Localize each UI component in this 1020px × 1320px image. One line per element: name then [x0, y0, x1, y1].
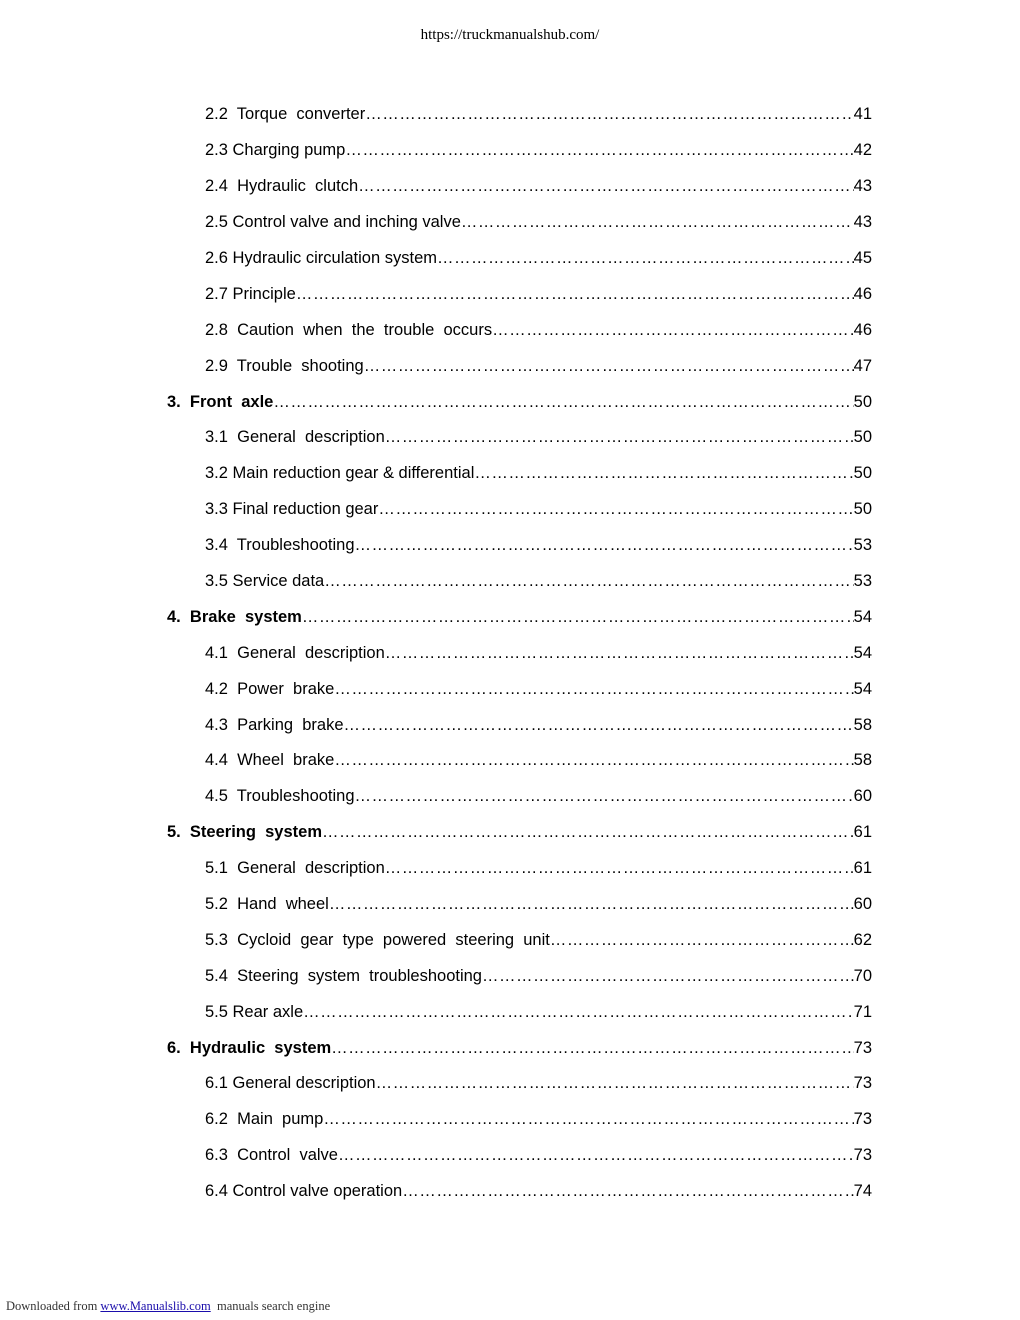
toc-subsection-entry[interactable] — [0, 169, 872, 205]
toc-subsection-entry[interactable] — [0, 564, 872, 600]
toc-section-entry[interactable] — [0, 384, 872, 420]
toc-dot-leader — [474, 464, 853, 483]
toc-subsection-entry[interactable] — [0, 97, 872, 133]
toc-entry-title: 3.3 Final reduction gear — [205, 500, 379, 519]
toc-dot-leader — [385, 644, 854, 663]
toc-subsection-entry[interactable] — [0, 348, 872, 384]
toc-dot-leader — [492, 321, 854, 340]
toc-entry-title: 2.7 Principle — [205, 284, 296, 303]
toc-page-number: 54 — [853, 643, 872, 662]
toc-subsection-entry[interactable] — [0, 205, 872, 241]
toc-page-number: 53 — [853, 572, 872, 591]
toc-subsection-entry[interactable] — [0, 994, 872, 1030]
toc-dot-leader — [358, 177, 853, 196]
toc-subsection-entry[interactable] — [0, 241, 872, 277]
toc-page-number: 73 — [853, 1074, 872, 1093]
toc-entry-title: 6.1 General description — [205, 1074, 376, 1093]
toc-entry-title: 4.2 Power brake — [205, 679, 335, 698]
toc-dot-leader — [296, 285, 854, 304]
toc-entry-title: 3. Front axle — [167, 392, 274, 411]
toc-dot-leader — [437, 249, 854, 268]
toc-entry-title: 2.9 Trouble shooting — [205, 356, 364, 375]
toc-dot-leader — [322, 823, 854, 842]
toc-subsection-entry[interactable] — [0, 851, 872, 887]
toc-subsection-entry[interactable] — [0, 1066, 872, 1102]
toc-entry-title: 5. Steering system — [167, 823, 322, 842]
toc-entry-title: 6.2 Main pump — [205, 1110, 324, 1129]
toc-dot-leader — [385, 859, 854, 878]
toc-entry-title: 5.2 Hand wheel — [205, 895, 329, 914]
toc-entry-title: 5.3 Cycloid gear type powered steering unit — [205, 930, 550, 949]
footer — [6, 1299, 330, 1314]
toc-dot-leader — [355, 787, 854, 806]
footer-prefix: Downloaded from — [6, 1299, 101, 1313]
toc-page-number: 47 — [853, 356, 872, 375]
toc-dot-leader — [324, 572, 853, 591]
toc-entry-title: 3.4 Troubleshooting — [205, 536, 355, 555]
toc-subsection-entry[interactable] — [0, 779, 872, 815]
toc-entry-title: 6.4 Control valve operation — [205, 1182, 403, 1201]
toc-subsection-entry[interactable] — [0, 133, 872, 169]
toc-entry-title: 4.3 Parking brake — [205, 715, 344, 734]
toc-dot-leader — [323, 1110, 853, 1129]
toc-dot-leader — [402, 1182, 853, 1201]
toc-page-number: 50 — [853, 428, 872, 447]
toc-page-number: 73 — [853, 1146, 872, 1165]
toc-dot-leader — [550, 931, 854, 950]
toc-entry-title: 4.5 Troubleshooting — [205, 787, 355, 806]
toc-subsection-entry[interactable] — [0, 887, 872, 923]
toc-page-number: 43 — [853, 213, 872, 232]
header-url: https://truckmanualshub.com/ — [420, 27, 600, 43]
toc-subsection-entry[interactable] — [0, 1102, 872, 1138]
toc-page-number: 46 — [853, 284, 872, 303]
toc-dot-leader — [385, 428, 854, 447]
toc-dot-leader — [273, 393, 853, 412]
toc-entry-title: 4. Brake system — [167, 607, 302, 626]
toc-entry-title: 2.2 Torque converter — [205, 105, 366, 124]
toc-entry-title: 2.3 Charging pump — [205, 141, 346, 160]
toc-section-entry[interactable] — [0, 815, 872, 851]
toc-dot-leader — [338, 1146, 854, 1165]
toc-dot-leader — [344, 716, 854, 735]
toc-dot-leader — [355, 536, 854, 555]
toc-page-number: 60 — [853, 895, 872, 914]
toc-page-number: 53 — [853, 536, 872, 555]
toc-entry-title: 4.4 Wheel brake — [205, 751, 335, 770]
toc-entry-title: 2.8 Caution when the trouble occurs — [205, 320, 493, 339]
toc-page-number: 41 — [853, 105, 872, 124]
toc-entry-title: 3.2 Main reduction gear & differential — [205, 464, 475, 483]
toc-dot-leader — [334, 751, 853, 770]
footer-suffix: manuals search engine — [210, 1299, 331, 1313]
toc-entry-title: 3.5 Service data — [205, 572, 325, 591]
toc-subsection-entry[interactable] — [0, 1138, 872, 1174]
toc-subsection-entry[interactable] — [0, 635, 872, 671]
toc-dot-leader — [329, 895, 854, 914]
toc-entry-title: 3.1 General description — [205, 428, 385, 447]
toc-subsection-entry[interactable] — [0, 312, 872, 348]
table-of-contents — [0, 97, 1020, 1210]
toc-page-number: 58 — [853, 715, 872, 734]
toc-page-number: 54 — [853, 679, 872, 698]
toc-page-number: 61 — [853, 823, 872, 842]
toc-page-number: 73 — [853, 1038, 872, 1057]
toc-subsection-entry[interactable] — [0, 528, 872, 564]
toc-page-number: 54 — [853, 607, 872, 626]
toc-dot-leader — [331, 1039, 853, 1058]
toc-subsection-entry[interactable] — [0, 1174, 872, 1210]
toc-subsection-entry[interactable] — [0, 958, 872, 994]
toc-page-number: 50 — [853, 500, 872, 519]
toc-subsection-entry[interactable] — [0, 707, 872, 743]
toc-entry-title: 6. Hydraulic system — [167, 1038, 332, 1057]
toc-page-number: 46 — [853, 320, 872, 339]
toc-dot-leader — [461, 213, 854, 232]
toc-entry-title: 5.1 General description — [205, 859, 385, 878]
toc-entry-title: 4.1 General description — [205, 643, 385, 662]
toc-subsection-entry[interactable] — [0, 276, 872, 312]
toc-page-number: 61 — [853, 859, 872, 878]
toc-page-number: 71 — [853, 1002, 872, 1021]
toc-dot-leader — [364, 357, 854, 376]
toc-section-entry[interactable] — [0, 599, 872, 635]
toc-page-number: 73 — [853, 1110, 872, 1129]
toc-dot-leader — [345, 141, 853, 160]
toc-page-number: 60 — [853, 787, 872, 806]
toc-entry-title: 2.6 Hydraulic circulation system — [205, 249, 437, 267]
toc-subsection-entry[interactable] — [0, 671, 872, 707]
toc-section-entry[interactable] — [0, 1030, 872, 1066]
toc-entry-title: 5.4 Steering system troubleshooting — [205, 966, 482, 985]
toc-entry-title: 6.3 Control valve — [205, 1146, 338, 1165]
toc-dot-leader — [376, 1074, 854, 1093]
toc-dot-leader — [302, 608, 854, 627]
toc-page-number: 62 — [853, 930, 872, 949]
toc-entry-title: 2.5 Control valve and inching valve — [205, 213, 461, 232]
toc-subsection-entry[interactable] — [0, 456, 872, 492]
toc-dot-leader — [482, 967, 854, 986]
toc-dot-leader — [365, 105, 853, 124]
toc-page-number: 74 — [853, 1182, 872, 1201]
toc-entry-title: 5.5 Rear axle — [205, 1002, 304, 1021]
toc-dot-leader — [334, 680, 853, 699]
toc-dot-leader — [303, 1003, 854, 1022]
toc-page-number: 70 — [853, 966, 872, 985]
toc-page-number: 50 — [853, 464, 872, 483]
toc-subsection-entry[interactable] — [0, 922, 872, 958]
toc-subsection-entry[interactable] — [0, 743, 872, 779]
toc-page-number: 43 — [853, 177, 872, 196]
toc-page-number: 42 — [853, 141, 872, 160]
toc-subsection-entry[interactable] — [0, 492, 872, 528]
toc-page-number: 58 — [853, 751, 872, 770]
toc-subsection-entry[interactable] — [0, 420, 872, 456]
toc-page-number: 45 — [853, 249, 872, 267]
toc-page-number: 50 — [853, 392, 872, 411]
toc-dot-leader — [378, 500, 853, 519]
toc-entry-title: 2.4 Hydraulic clutch — [205, 177, 359, 196]
manualslib-link[interactable]: www.Manualslib.com — [100, 1299, 211, 1313]
